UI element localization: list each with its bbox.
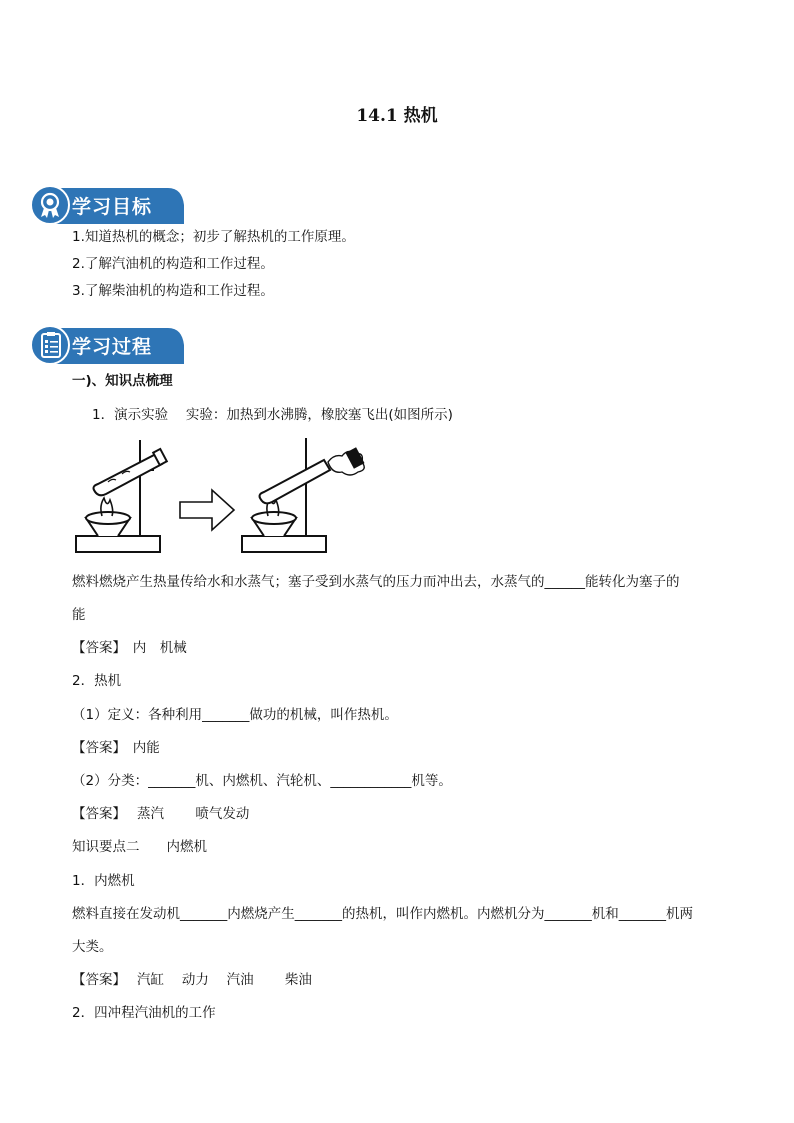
subsection-heading: 一)、知识点梳理 [72,373,173,389]
experiment-item: 1．演示实验 实验：加热到水沸腾，橡胶塞飞出(如图所示) [92,407,453,423]
paragraph: 燃料直接在发动机_______内燃烧产生_______的热机，叫作内燃机。内燃机分为_______机和_______机两 [72,906,693,922]
answer-line: 【答案】 内能 [72,740,160,756]
paragraph-continued: 能 [72,607,86,623]
apparatus-before [76,440,167,552]
section-item: 1．内燃机 [72,873,135,889]
answer-line: 【答案】 内 机械 [72,640,187,656]
page-title: 14.1 热机 [356,106,438,126]
apparatus-after [242,438,364,552]
experiment-figure [72,432,372,560]
goals-section-banner [30,184,186,226]
knowledge-point-heading: 知识要点二 内燃机 [72,839,207,855]
section-item: 2．四冲程汽油机的工作 [72,1005,216,1021]
goal-item: 2.了解汽油机的构造和工作过程。 [72,256,274,272]
award-badge-icon [34,189,66,221]
goal-item: 3.了解柴油机的构造和工作过程。 [72,283,274,299]
process-section-banner [30,324,186,366]
answer-line: 【答案】 蒸汽 喷气发动 [72,806,250,822]
clipboard-list-icon [35,329,67,361]
definition-line: （1）定义：各种利用_______做功的机械，叫作热机。 [72,707,398,723]
paragraph: 燃料燃烧产生热量传给水和水蒸气；塞子受到水蒸气的压力而冲出去，水蒸气的______能转化为塞子的 [72,574,680,590]
process-heading: 学习过程 [72,336,153,358]
paragraph-continued: 大类。 [72,939,113,955]
section-item: 2．热机 [72,673,122,689]
goal-item: 1.知道热机的概念；初步了解热机的工作原理。 [72,229,355,245]
goals-heading: 学习目标 [72,196,153,218]
right-arrow-icon [180,490,234,530]
classification-line: （2）分类：_______机、内燃机、汽轮机、____________机等。 [72,773,452,789]
answer-line: 【答案】 汽缸 动力 汽油 柴油 [72,972,312,988]
